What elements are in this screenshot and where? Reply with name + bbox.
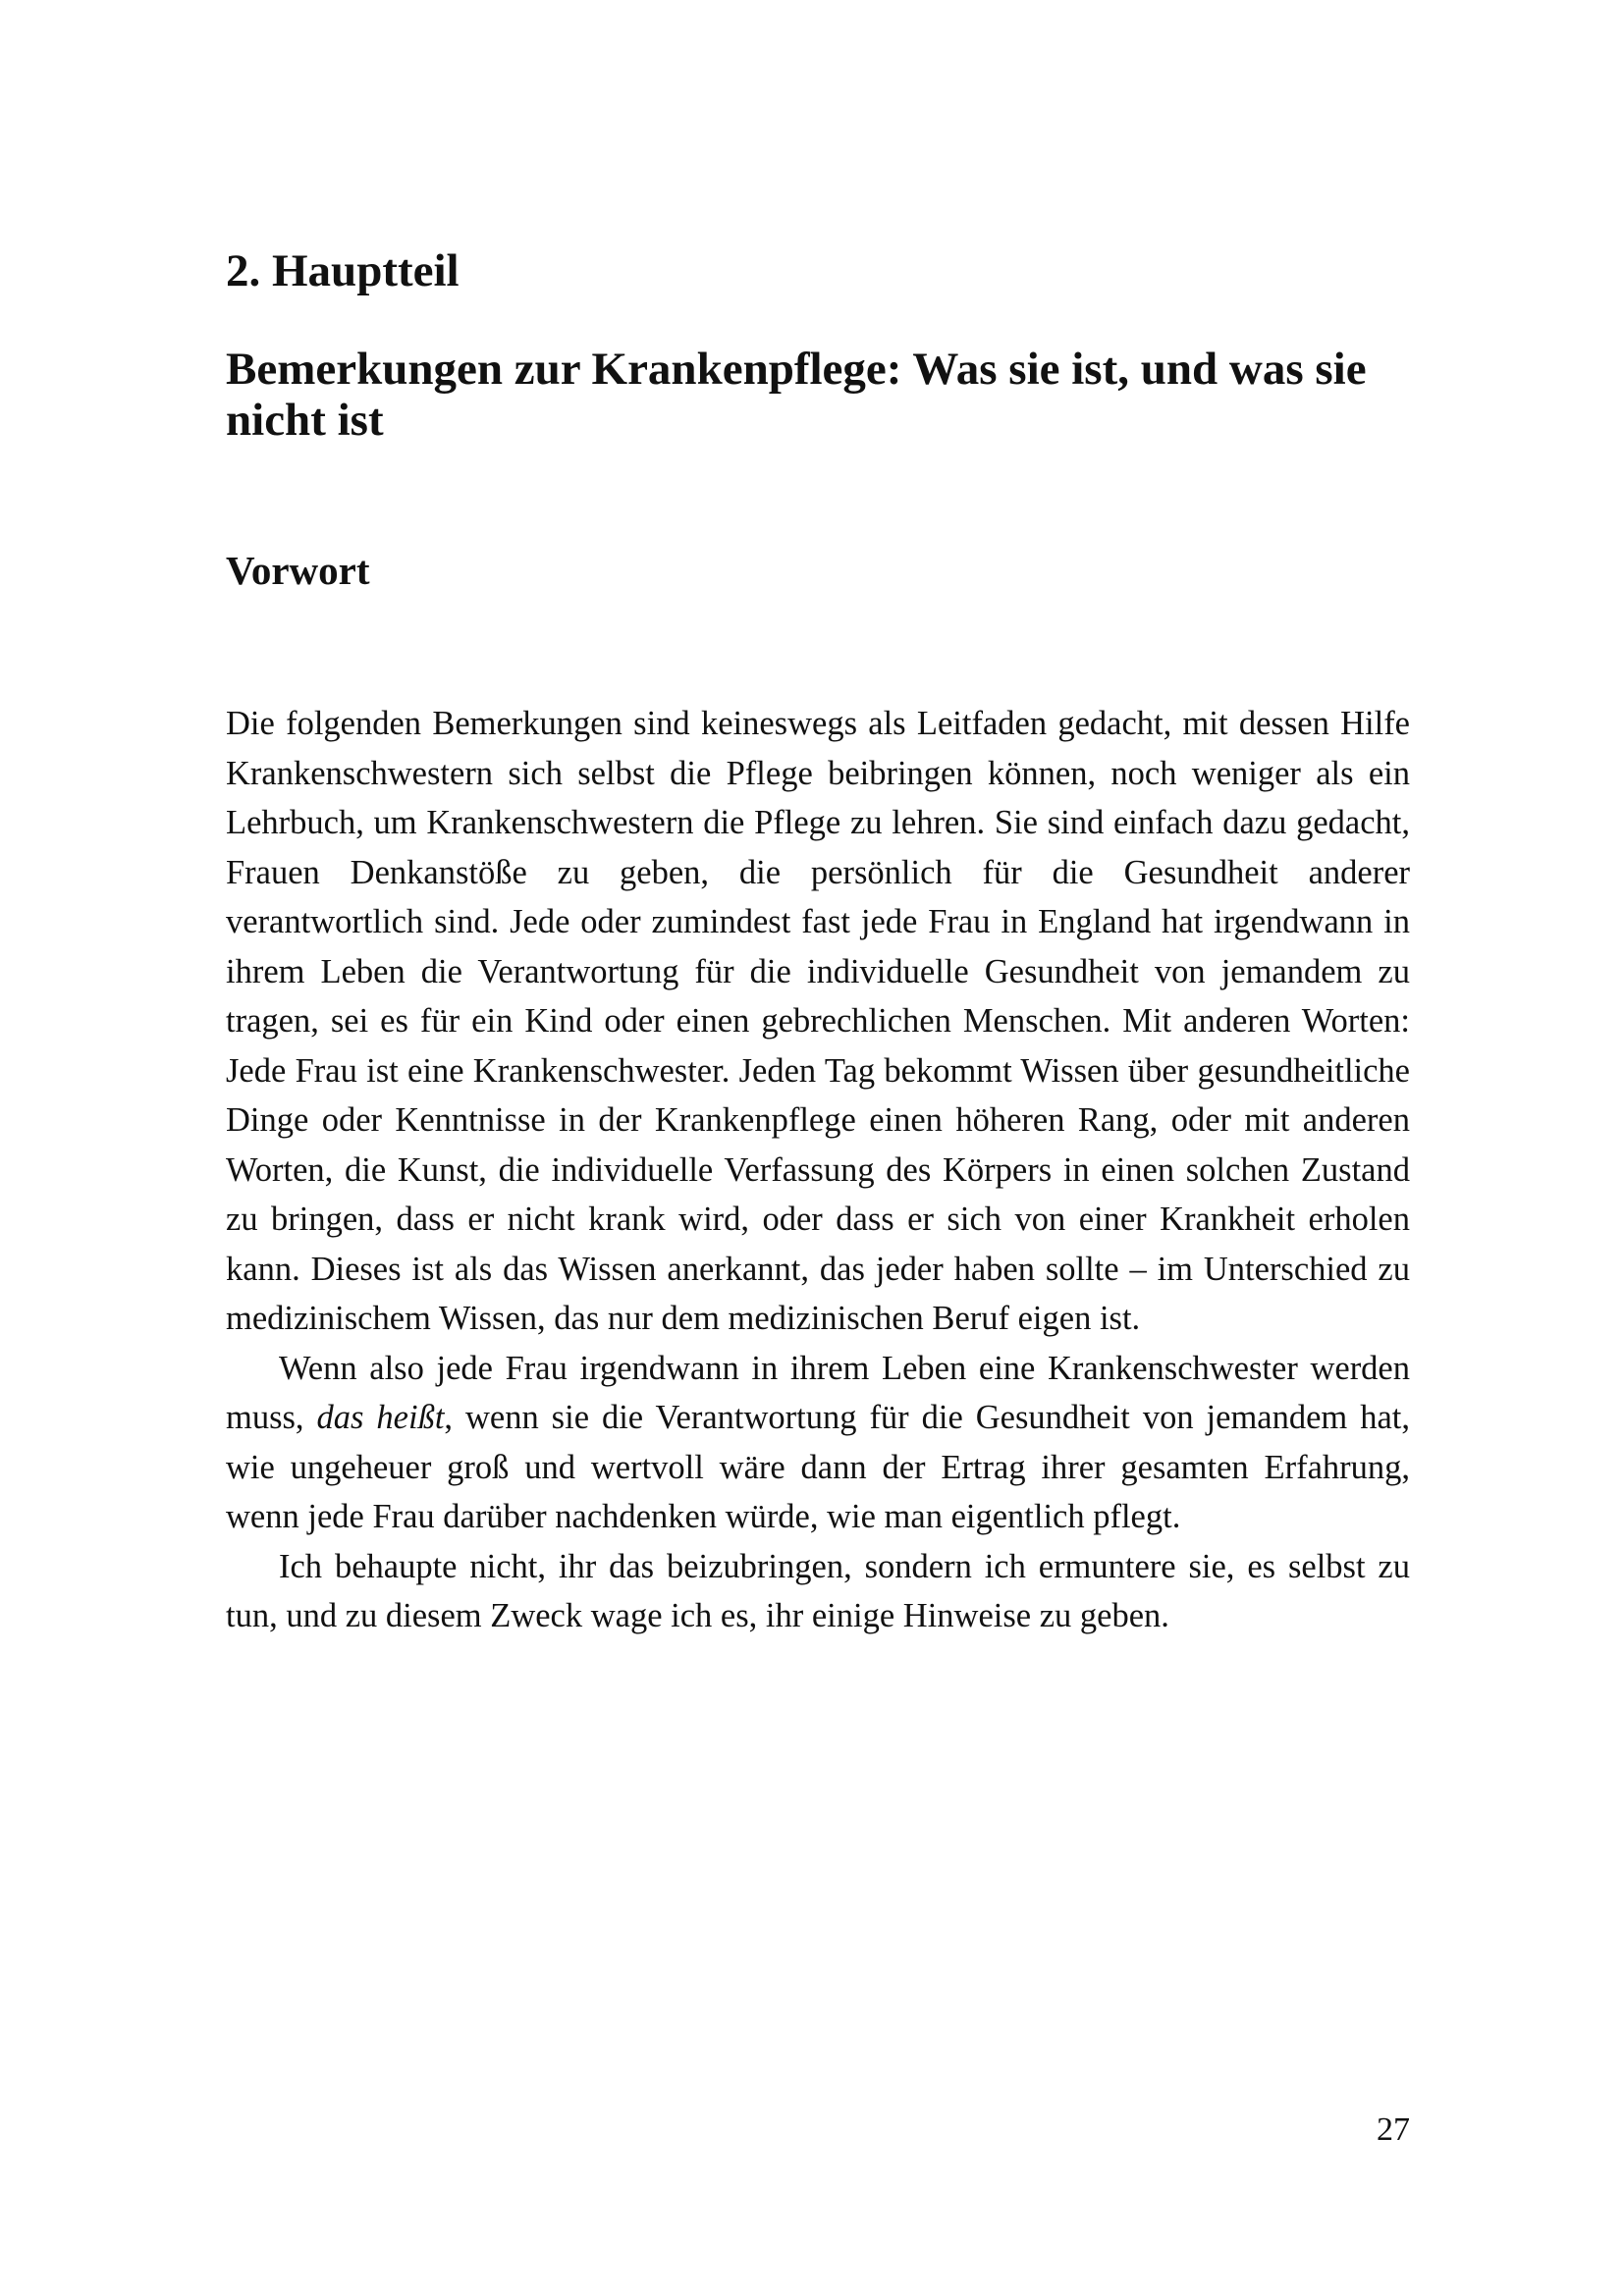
paragraph-3: Ich behaupte nicht, ihr das beizubringen, sondern ich ermuntere sie, es selbst zu tun, und zu diesem Zweck wage ich es, ihr einige Hinweise zu geben. — [226, 1547, 1410, 1634]
paragraph-2-after: , wenn sie die Verantwortung für die Gesundheit von jemandem hat, wie ungeheuer groß und wertvoll wäre dann der Ertrag ihrer gesamten Erfahrung, wenn jede Frau darüber nachdenken würde, wie man eigentlich pflegt. — [226, 1399, 1410, 1535]
section-title: Vorwort — [226, 548, 370, 593]
paragraph-2-emphasis: das heißt — [316, 1399, 445, 1436]
chapter-title: Bemerkungen zur Krankenpflege: Was sie ist, und was sie nicht ist — [226, 344, 1367, 446]
paragraph-1: Die folgenden Bemerkungen sind keineswegs als Leitfaden gedacht, mit dessen Hilfe Krankenschwestern sich selbst die Pflege beibringen können, noch weniger als ein Lehrbuch, um Krankenschwestern die Pflege zu lehren. Sie sind einfach dazu gedacht, Frauen Denkanstöße zu geben, die persönlich für die Gesundheit anderer verantwortlich sind. Jede oder zumindest fast jede Frau in England hat irgendwann in ihrem Leben die Verantwortung für die individuelle Gesundheit von jemandem zu tragen, sei es für ein Kind oder einen gebrechlichen Menschen. Mit anderen Worten: Jede Frau ist eine Krankenschwester. Jeden Tag bekommt Wissen über gesundheitliche Dinge oder Kenntnisse in der Krankenpflege einen höheren Rang, oder mit anderen Worten, die Kunst, die individuelle Verfassung des Körpers in einen solchen Zustand zu bringen, dass er nicht krank wird, oder dass er sich von einer Krankheit erholen kann. Dieses ist als das Wissen anerkannt, das jeder haben sollte – im Unterschied zu medizinischem Wissen, das nur dem medizinischen Beruf eigen ist. — [226, 705, 1410, 1337]
paragraph-2-before: Wenn also jede Frau irgendwann in ihrem Leben eine Krankenschwester werden muss, — [226, 1349, 1410, 1436]
part-title: 2. Hauptteil — [226, 245, 460, 296]
body-text — [226, 699, 1410, 1641]
page-number: 27 — [1377, 2111, 1410, 2148]
paragraph-2 — [226, 1344, 1410, 1542]
